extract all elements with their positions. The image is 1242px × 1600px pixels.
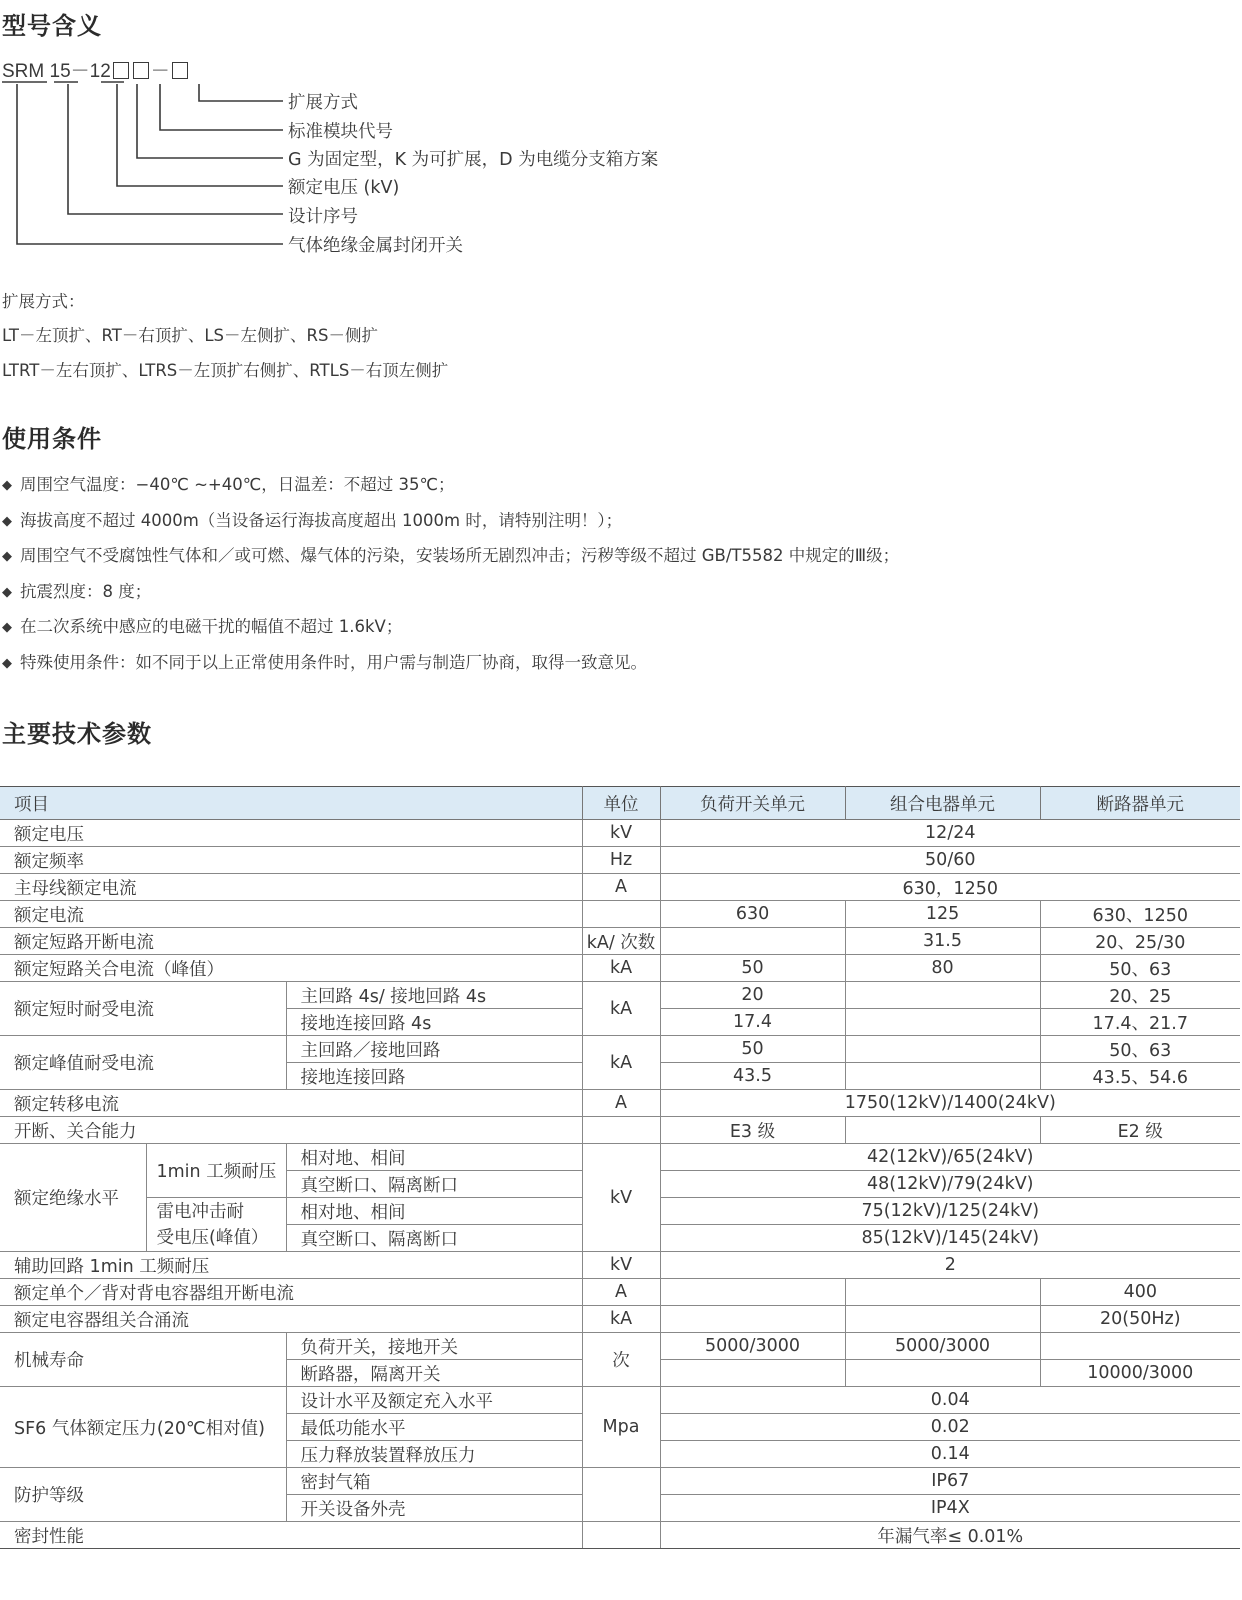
param-name: 辅助回路 1min 工频耐压 [0, 1252, 582, 1279]
table-row [0, 928, 1240, 955]
param-sub-name: 相对地、相间 [286, 1144, 582, 1171]
diamond-bullet-icon: ◆ [2, 514, 12, 529]
value-breaker [1040, 1333, 1240, 1360]
param-unit: A [582, 874, 660, 901]
param-name: 额定绝缘水平 [0, 1144, 146, 1252]
value-combined [845, 1036, 1040, 1063]
table-row [0, 982, 1240, 1009]
table-row [0, 1333, 1240, 1360]
param-unit: kV [582, 1144, 660, 1252]
value-load-switch: 17.4 [660, 1009, 845, 1036]
col-header-load-switch: 负荷开关单元 [660, 787, 845, 820]
value-combined [845, 1306, 1040, 1333]
param-sub-name: 压力释放装置释放压力 [286, 1441, 582, 1468]
param-unit [582, 1522, 660, 1549]
param-sub-name: 接地连接回路 4s [286, 1009, 582, 1036]
value-breaker: 10000/3000 [1040, 1360, 1240, 1387]
value-combined [845, 1117, 1040, 1144]
condition-item: ◆ 在二次系统中感应的电磁干扰的幅值不超过 1.6kV； [2, 617, 403, 636]
value-load-switch [660, 1279, 845, 1306]
value-load-switch: 5000/3000 [660, 1333, 845, 1360]
code-label-design: 设计序号 [288, 207, 358, 227]
param-value: 75(12kV)/125(24kV) [660, 1198, 1240, 1225]
param-name: 防护等级 [0, 1468, 286, 1522]
condition-item: ◆ 周围空气温度：−40℃ ~+40℃，日温差：不超过 35℃； [2, 475, 455, 494]
value-combined: 5000/3000 [845, 1333, 1040, 1360]
param-name: 密封性能 [0, 1522, 582, 1549]
value-breaker: 20、25/30 [1040, 928, 1240, 955]
value-breaker: 20(50Hz) [1040, 1306, 1240, 1333]
param-value: 48(12kV)/79(24kV) [660, 1171, 1240, 1198]
param-unit: A [582, 1090, 660, 1117]
param-unit: A [582, 1279, 660, 1306]
param-value: 2 [660, 1252, 1240, 1279]
value-breaker: 17.4、21.7 [1040, 1009, 1240, 1036]
param-sub-name: 相对地、相间 [286, 1198, 582, 1225]
table-row [0, 820, 1240, 847]
param-name: 开断、关合能力 [0, 1117, 582, 1144]
value-combined: 31.5 [845, 928, 1040, 955]
param-unit [582, 1117, 660, 1144]
param-group-name: 1min 工频耐压 [146, 1144, 286, 1198]
model-code-prefix: SRM 15－12 [2, 61, 111, 82]
table-row [0, 1306, 1240, 1333]
param-unit: kA/ 次数 [582, 928, 660, 955]
value-load-switch: 50 [660, 955, 845, 982]
code-label-expand: 扩展方式 [288, 93, 358, 113]
condition-item: ◆ 周围空气不受腐蚀性气体和／或可燃、爆气体的污染，安装场所无剧烈冲击；污秽等级不超过 GB/T5582 中规定的Ⅲ级； [2, 546, 900, 565]
table-row [0, 1144, 1240, 1171]
value-load-switch [660, 1360, 845, 1387]
table-row [0, 1090, 1240, 1117]
param-name: 主母线额定电流 [0, 874, 582, 901]
value-breaker: 400 [1040, 1279, 1240, 1306]
param-value: 0.14 [660, 1441, 1240, 1468]
diamond-bullet-icon: ◆ [2, 585, 12, 600]
value-load-switch: 20 [660, 982, 845, 1009]
value-combined [845, 1063, 1040, 1090]
value-combined [845, 1009, 1040, 1036]
param-name: 机械寿命 [0, 1333, 286, 1387]
param-unit: kA [582, 1306, 660, 1333]
section-title-model-meaning: 型号含义 [2, 12, 102, 40]
param-name: 额定电流 [0, 901, 582, 928]
param-sub-name: 开关设备外壳 [286, 1495, 582, 1522]
param-unit: kV [582, 1252, 660, 1279]
diamond-bullet-icon: ◆ [2, 549, 12, 564]
param-name: 额定短路关合电流（峰值） [0, 955, 582, 982]
param-value: IP4X [660, 1495, 1240, 1522]
param-sub-name: 真空断口、隔离断口 [286, 1225, 582, 1252]
param-value: 50/60 [660, 847, 1240, 874]
param-group-name: 雷电冲击耐 受电压(峰值） [146, 1198, 286, 1252]
table-row [0, 874, 1240, 901]
param-unit: kV [582, 820, 660, 847]
param-value: 年漏气率≤ 0.01% [660, 1522, 1240, 1549]
code-label-type: G 为固定型，K 为可扩展，D 为电缆分支箱方案 [288, 150, 659, 170]
param-unit [582, 901, 660, 928]
param-sub-name: 设计水平及额定充入水平 [286, 1387, 582, 1414]
param-name: 额定短路开断电流 [0, 928, 582, 955]
diamond-bullet-icon: ◆ [2, 620, 12, 635]
param-sub-name: 最低功能水平 [286, 1414, 582, 1441]
param-sub-name: 接地连接回路 [286, 1063, 582, 1090]
param-unit: kA [582, 955, 660, 982]
table-header-row [0, 787, 1240, 820]
param-unit: Mpa [582, 1387, 660, 1468]
param-sub-name: 负荷开关，接地开关 [286, 1333, 582, 1360]
param-sub-name: 主回路 4s/ 接地回路 4s [286, 982, 582, 1009]
condition-item: ◆ 海拔高度不超过 4000m（当设备运行海拔高度超出 1000m 时，请特别注明！）； [2, 511, 623, 530]
value-breaker: 630、1250 [1040, 901, 1240, 928]
param-sub-name: 主回路／接地回路 [286, 1036, 582, 1063]
table-row [0, 1117, 1240, 1144]
value-combined [845, 1279, 1040, 1306]
param-value: 42(12kV)/65(24kV) [660, 1144, 1240, 1171]
tech-params-table [0, 786, 1240, 1549]
value-load-switch [660, 1306, 845, 1333]
table-row [0, 1522, 1240, 1549]
condition-item: ◆ 抗震烈度：8 度； [2, 582, 152, 601]
param-name: 额定电容器组关合涌流 [0, 1306, 582, 1333]
param-sub-name: 密封气箱 [286, 1468, 582, 1495]
param-name: 额定频率 [0, 847, 582, 874]
col-header-combined: 组合电器单元 [845, 787, 1040, 820]
value-load-switch: 43.5 [660, 1063, 845, 1090]
value-breaker: 43.5、54.6 [1040, 1063, 1240, 1090]
param-unit: 次 [582, 1333, 660, 1387]
section-title-tech-params: 主要技术参数 [2, 720, 152, 748]
col-header-item: 项目 [0, 787, 582, 820]
value-combined [845, 1360, 1040, 1387]
table-row [0, 1387, 1240, 1414]
param-name: SF6 气体额定压力(20℃相对值) [0, 1387, 286, 1468]
param-value: 0.02 [660, 1414, 1240, 1441]
code-label-module: 标准模块代号 [288, 122, 393, 142]
value-combined [845, 982, 1040, 1009]
param-unit [582, 1468, 660, 1522]
value-combined: 125 [845, 901, 1040, 928]
value-breaker: 20、25 [1040, 982, 1240, 1009]
diamond-bullet-icon: ◆ [2, 478, 12, 493]
table-row [0, 847, 1240, 874]
param-value: 0.04 [660, 1387, 1240, 1414]
value-load-switch: 50 [660, 1036, 845, 1063]
section-title-conditions: 使用条件 [2, 425, 102, 453]
param-unit: Hz [582, 847, 660, 874]
param-value: 12/24 [660, 820, 1240, 847]
param-name: 额定转移电流 [0, 1090, 582, 1117]
value-combined: 80 [845, 955, 1040, 982]
value-load-switch: 630 [660, 901, 845, 928]
value-load-switch [660, 928, 845, 955]
model-code-dash: － [150, 61, 170, 82]
param-name: 额定电压 [0, 820, 582, 847]
param-sub-name: 断路器，隔离开关 [286, 1360, 582, 1387]
value-load-switch: E3 级 [660, 1117, 845, 1144]
table-row [0, 901, 1240, 928]
col-header-breaker: 断路器单元 [1040, 787, 1240, 820]
table-row [0, 1036, 1240, 1063]
value-breaker: 50、63 [1040, 1036, 1240, 1063]
param-value: 85(12kV)/145(24kV) [660, 1225, 1240, 1252]
param-value: IP67 [660, 1468, 1240, 1495]
expand-line-1: LT－左顶扩、RT－右顶扩、LS－左侧扩、RS－侧扩 [2, 326, 378, 345]
code-label-switchgear: 气体绝缘金属封闭开关 [288, 236, 463, 256]
param-name: 额定短时耐受电流 [0, 982, 286, 1036]
diamond-bullet-icon: ◆ [2, 656, 12, 671]
param-value: 1750(12kV)/1400(24kV) [660, 1090, 1240, 1117]
table-row [0, 1468, 1240, 1495]
param-sub-name: 真空断口、隔离断口 [286, 1171, 582, 1198]
param-value: 630，1250 [660, 874, 1240, 901]
table-row [0, 955, 1240, 982]
param-name: 额定单个／背对背电容器组开断电流 [0, 1279, 582, 1306]
param-unit: kA [582, 982, 660, 1036]
value-breaker: 50、63 [1040, 955, 1240, 982]
condition-item: ◆ 特殊使用条件：如不同于以上正常使用条件时，用户需与制造厂协商，取得一致意见。 [2, 653, 647, 672]
value-breaker: E2 级 [1040, 1117, 1240, 1144]
param-name: 额定峰值耐受电流 [0, 1036, 286, 1090]
table-row [0, 1279, 1240, 1306]
expand-heading: 扩展方式： [2, 292, 85, 311]
table-row [0, 1252, 1240, 1279]
code-label-voltage: 额定电压 (kV) [288, 178, 400, 198]
expand-line-2: LTRT－左右顶扩、LTRS－左顶扩右侧扩、RTLS－右顶左侧扩 [2, 361, 449, 380]
param-unit: kA [582, 1036, 660, 1090]
col-header-unit: 单位 [582, 787, 660, 820]
